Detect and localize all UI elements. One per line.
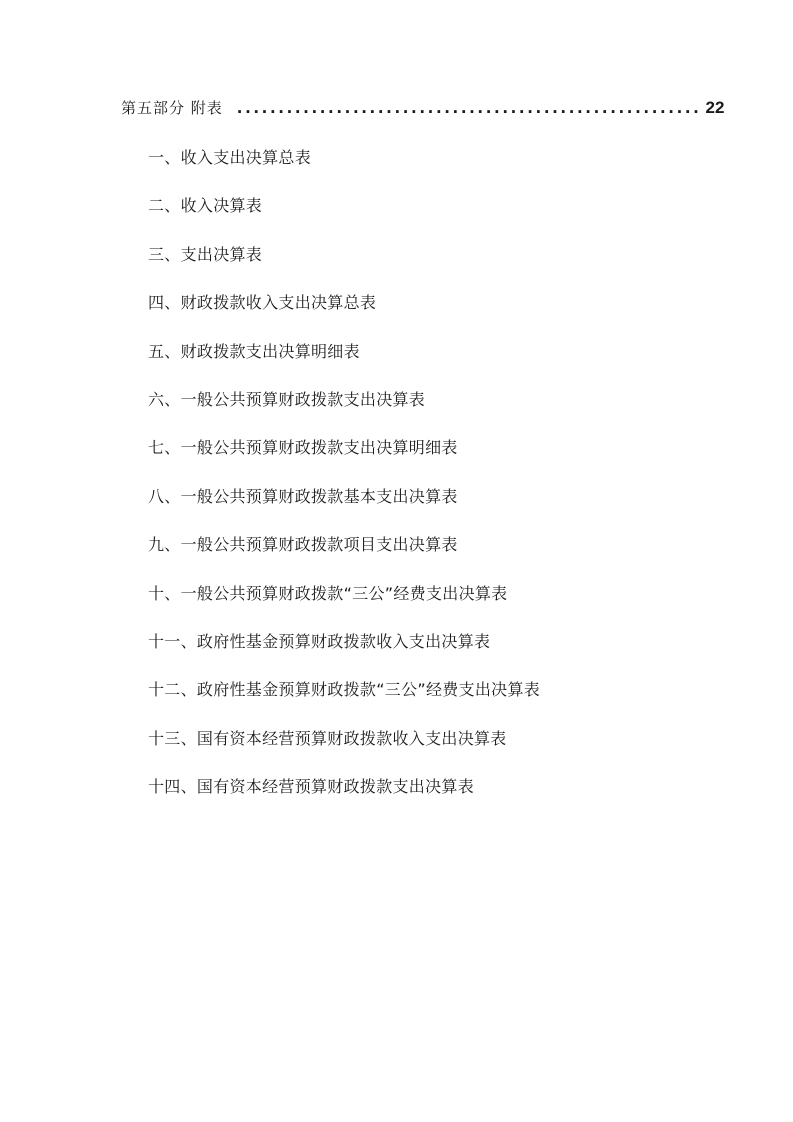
- toc-list: [148, 146, 540, 823]
- dot-leader: ........................................................: [236, 99, 702, 117]
- toc-header: [121, 97, 725, 121]
- toc-item: 十三、国有资本经营预算财政拨款收入支出决算表: [148, 728, 507, 748]
- section-title: 第五部分 附表: [121, 99, 223, 117]
- toc-item: 八、一般公共预算财政拨款基本支出决算表: [148, 486, 458, 506]
- toc-item: 五、财政拨款支出决算明细表: [148, 341, 360, 361]
- toc-item: 三、支出决算表: [148, 244, 263, 264]
- toc-item: 四、财政拨款收入支出决算总表: [148, 293, 377, 313]
- page-number: 22: [705, 98, 725, 117]
- toc-item: 一、收入支出决算总表: [148, 148, 312, 167]
- toc-item: 十四、国有资本经营预算财政拨款支出决算表: [148, 777, 475, 797]
- toc-item: 六、一般公共预算财政拨款支出决算表: [148, 389, 426, 409]
- toc-item: 二、收入决算表: [148, 196, 263, 216]
- toc-item: 十、一般公共预算财政拨款“三公”经费支出决算表: [148, 583, 508, 603]
- toc-item: 九、一般公共预算财政拨款项目支出决算表: [148, 535, 458, 555]
- toc-item: 七、一般公共预算财政拨款支出决算明细表: [148, 438, 458, 458]
- toc-item: 十二、政府性基金预算财政拨款“三公”经费支出决算表: [148, 680, 541, 700]
- toc-item: 十一、政府性基金预算财政拨款收入支出决算表: [148, 631, 491, 651]
